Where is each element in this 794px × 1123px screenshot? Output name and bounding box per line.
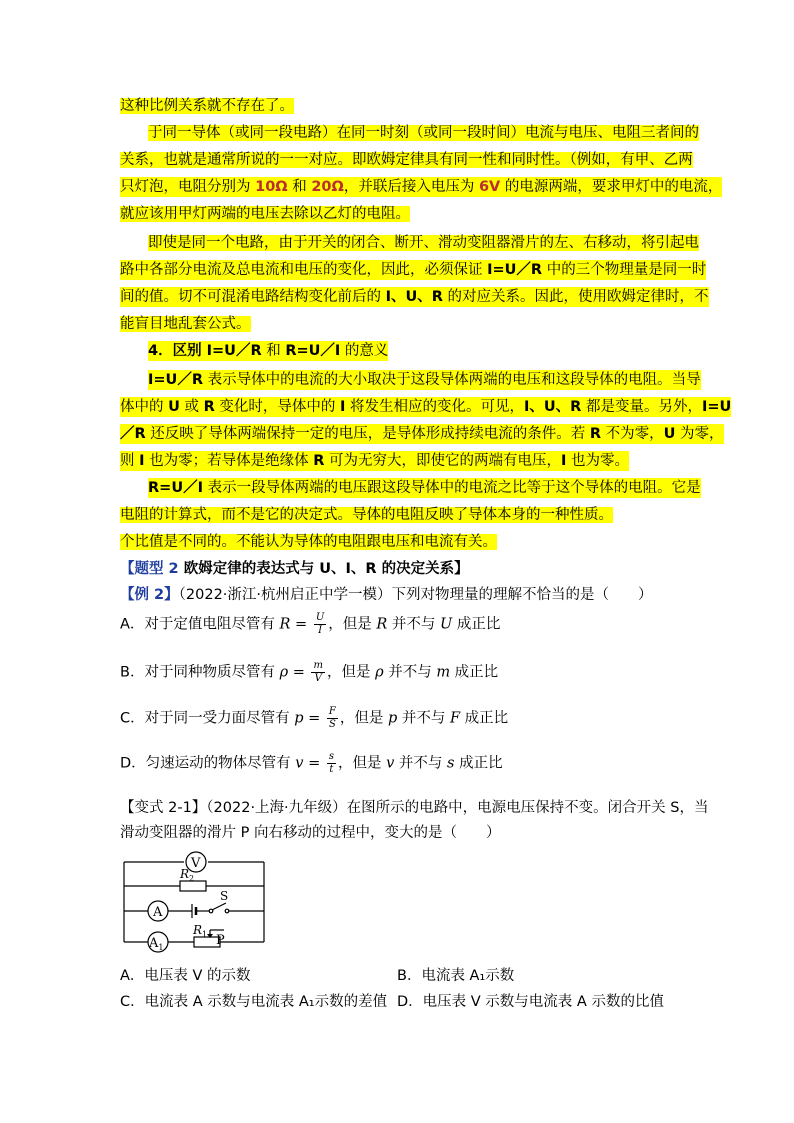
ammeter-a-label: A <box>153 905 163 920</box>
formula: I=U／R <box>487 262 543 278</box>
text: 表示一段导体两端的电压跟这段导体中的电流之比等于这个导体的电阻。它是 <box>202 480 701 496</box>
formula: I=U／R <box>148 372 203 388</box>
para4-line1 <box>148 478 701 498</box>
option-c[interactable]: C．对于同一受力面尽管有 p = $\frac{F}{S}$ ，但是 p 并不与 F 成正比 <box>120 706 509 730</box>
fraction: $\frac{F}{S}$ <box>328 706 336 730</box>
para1-line5 <box>120 204 410 224</box>
variant-2-1-line1 <box>120 798 708 818</box>
text: 只灯泡，电阻分别为 <box>120 179 256 195</box>
fraction: $\frac{s}{t}$ <box>328 751 334 775</box>
value-6v: 6V <box>478 179 501 195</box>
text: 关系，也就是通常所说的一一对应。即欧姆定律具有同一性和同时性。（例如，有甲、乙两 <box>120 152 693 168</box>
answer-c[interactable]: C．电流表 A 示数与电流表 A₁示数的差值 <box>120 994 388 1010</box>
text: 就应该用甲灯两端的电压去除以乙灯的电阻。 <box>120 206 410 222</box>
para2-line4 <box>120 314 251 334</box>
text: 的电源两端，要求甲灯中的电流， <box>500 179 723 195</box>
topic-label: 【题型 2 <box>120 561 179 577</box>
para1-line1 <box>120 96 294 116</box>
answer-d[interactable]: D．电压表 V 示数与电流表 A 示数的比值 <box>397 994 664 1010</box>
text: 4．区别 <box>148 343 207 359</box>
text: 于同一导体（或同一段电路）在同一时刻（或同一段时间）电流与电压、电阻三者间的 <box>148 125 699 141</box>
text: 滑动变阻器的滑片 P 向右移动的过程中，变大的是（ ） <box>120 825 501 841</box>
fraction: $\frac{U}{I}$ <box>315 612 325 636</box>
para4-line3 <box>120 532 497 552</box>
para1-line4 <box>120 177 722 197</box>
option-d[interactable]: D．匀速运动的物体尽管有 v = $\frac{s}{t}$ ，但是 v 并不与 s 成正比 <box>120 751 503 775</box>
option-b[interactable]: B．对于同种物质尽管有 ρ = $\frac{m}{V}$ ，但是 ρ 并不与 m 成正比 <box>120 660 499 684</box>
para1-line3 <box>120 150 693 170</box>
text: 的意义 <box>340 343 389 359</box>
topic-title: 欧姆定律的表达式与 U、I、R 的决定关系】 <box>178 561 469 577</box>
para1-line2 <box>148 123 699 143</box>
text: 表示导体中的电流的大小取决于这段导体两端的电压和这段导体的电阻。当导 <box>202 372 701 388</box>
para3-line4: 则 I 也为零；若导体是绝缘体 R 可为无穷大，即使它的两端有电压，I 也为零。 <box>120 453 630 469</box>
para2-line2 <box>120 260 706 280</box>
question-text: （2022·浙江·杭州启正中学一模）下列对物理量的理解不恰当的是（ ） <box>178 587 653 603</box>
variant-2-1-line2 <box>120 823 500 843</box>
formula: R=U／I <box>285 343 341 359</box>
value-10ohm: 10Ω <box>255 179 288 195</box>
para3-line1 <box>148 370 701 390</box>
text: 间的值。切不可混淆电路结构变化前后的 <box>120 289 386 305</box>
circuit-diagram <box>118 848 270 954</box>
para2-line1 <box>148 233 699 253</box>
text: 路中各部分电流及总电流和电压的变化，因此，必须保证 <box>120 262 488 278</box>
para2-line3 <box>120 287 709 307</box>
example-tag: 【例 2】 <box>120 587 179 603</box>
text: 的对应关系。因此，使用欧姆定律时，不 <box>442 289 709 305</box>
r2-label: $R_2$ <box>180 867 195 883</box>
ammeter-a1-label: $A_1$ <box>149 936 164 952</box>
answer-b[interactable]: B．电流表 A₁示数 <box>397 968 515 984</box>
slider-p-label: P <box>216 933 225 948</box>
text: 能盲目地乱套公式。 <box>120 316 251 332</box>
text: 和 <box>261 343 286 359</box>
option-a[interactable]: A．对于定值电阻尽管有 R = $\frac{U}{I}$ ，但是 R 并不与 U 成正比 <box>120 612 501 636</box>
text: 【变式 2-1】（2022·上海·九年级）在图所示的电路中，电源电压保持不变。闭合开关 S，当 <box>120 800 709 816</box>
topic-2-heading <box>120 559 469 579</box>
text: ，并联后接入电压为 <box>343 179 479 195</box>
value-20ohm: 20Ω <box>311 179 344 195</box>
text: 这种比例关系就不存在了。 <box>120 98 294 114</box>
answer-a[interactable]: A．电压表 V 的示数 <box>120 968 251 984</box>
section-4-heading <box>148 341 388 361</box>
formula: I、U、R <box>385 289 443 305</box>
text: 中的三个物理量是同一时 <box>542 262 707 278</box>
para3-line2: 体中的 U 或 R 变化时，导体中的 I 将发生相应的变化。可见，I、U、R 都是变量。另外，I=U <box>120 399 732 415</box>
text: 和 <box>287 179 312 195</box>
text: 个比值是不同的。不能认为导体的电阻跟电压和电流有关。 <box>120 534 497 550</box>
r1-label: $R_1$ <box>193 923 208 939</box>
text: 电阻的计算式，而不是它的决定式。导体的电阻反映了导体本身的一种性质。 <box>120 507 613 523</box>
formula: R=U／I <box>148 480 203 496</box>
para3-line3: ／R 还反映了导体两端保持一定的电压，是导体形成持续电流的条件。若 R 不为零，U 为零， <box>120 426 724 442</box>
fraction: $\frac{m}{V}$ <box>313 660 323 684</box>
voltmeter-label: V <box>191 856 201 871</box>
formula: I=U／R <box>206 343 262 359</box>
para4-line2 <box>120 505 613 525</box>
switch-label: S <box>220 889 229 903</box>
example-2-question <box>120 585 653 605</box>
text: 即使是同一个电路，由于开关的闭合、断开、滑动变阻器滑片的左、右移动，将引起电 <box>148 235 699 251</box>
